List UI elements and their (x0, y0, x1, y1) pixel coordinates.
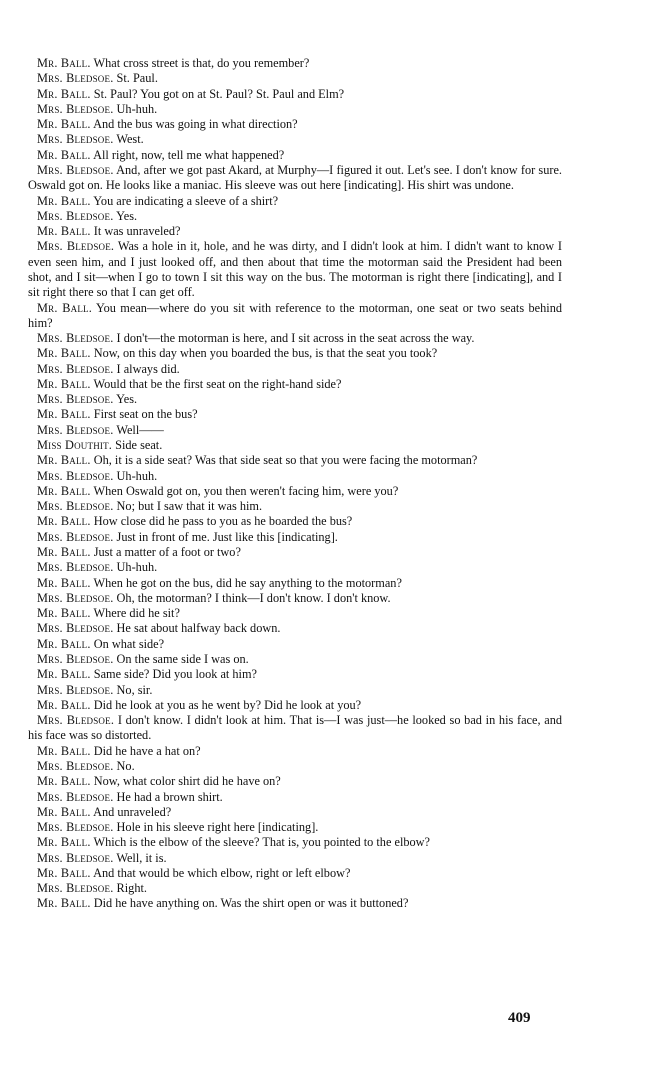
testimony-line (28, 71, 562, 86)
statement-text: Same side? Did you look at him? (93, 667, 257, 682)
testimony-line (28, 117, 562, 132)
testimony-line (28, 851, 562, 866)
statement-text: Where did he sit? (93, 606, 180, 621)
testimony-line (28, 866, 562, 881)
statement-text: Side seat. (115, 438, 163, 453)
testimony-line (28, 790, 562, 805)
speaker-name: Mrs. Bledsoe. (37, 590, 114, 605)
statement-text: I don't know. I didn't look at him. That is—I was just—he looked so bad in his face, and his face was so distorted. (28, 713, 562, 743)
testimony-line (28, 438, 562, 453)
statement-text: Oh, the motorman? I think—I don't know. I don't know. (116, 590, 391, 605)
speaker-name: Mr. Ball. (37, 346, 91, 361)
statement-text: And, after we got past Akard, at Murphy—I figured it out. Let's see. I don't know for sure. Oswald got on. He looks like a maniac. His sleeve was out here [indicating]. His shirt was undone. (28, 162, 562, 193)
statement-text: You mean—where do you sit with reference to the motorman, one seat or two seats behind him? (28, 300, 562, 330)
statement-text: He had a brown shirt. (116, 789, 223, 804)
testimony-line (28, 759, 562, 774)
testimony-line (28, 163, 562, 194)
page-number: 409 (508, 1010, 531, 1026)
speaker-name: Mr. Ball. (37, 193, 91, 208)
speaker-name: Mr. Ball. (37, 483, 91, 498)
testimony-line (28, 87, 562, 102)
speaker-name: Mr. Ball. (37, 865, 91, 880)
speaker-name: Mr. Ball. (37, 774, 91, 789)
statement-text: On the same side I was on. (116, 651, 249, 666)
speaker-name: Mr. Ball. (37, 86, 91, 101)
testimony-line (28, 774, 562, 789)
statement-text: What cross street is that, do you remember? (93, 56, 310, 70)
statement-text: Uh-huh. (116, 101, 158, 116)
testimony-line (28, 301, 562, 332)
speaker-name: Mr. Ball. (37, 804, 91, 819)
testimony-line (28, 331, 562, 346)
speaker-name: Miss Douthit. (37, 438, 113, 453)
speaker-name: Mrs. Bledsoe. (37, 132, 114, 147)
statement-text: Oh, it is a side seat? Was that side seat so that you were facing the motorman? (93, 453, 478, 468)
speaker-name: Mr. Ball. (37, 147, 91, 162)
speaker-name: Mr. Ball. (37, 636, 91, 651)
speaker-name: Mrs. Bledsoe. (37, 789, 114, 804)
speaker-name: Mr. Ball. (37, 835, 91, 850)
testimony-line (28, 621, 562, 636)
statement-text: First seat on the bus? (93, 407, 198, 422)
speaker-name: Mr. Ball. (37, 667, 91, 682)
statement-text: On what side? (93, 636, 165, 651)
speaker-name: Mr. Ball. (37, 743, 91, 758)
speaker-name: Mrs. Bledsoe. (37, 361, 114, 376)
testimony-line (28, 591, 562, 606)
statement-text: No. (116, 758, 135, 773)
statement-text: When Oswald got on, you then weren't facing him, were you? (93, 483, 399, 498)
statement-text: Yes. (116, 208, 138, 223)
speaker-name: Mrs. Bledsoe. (37, 621, 114, 636)
speaker-name: Mr. Ball. (37, 575, 91, 590)
testimony-line (28, 637, 562, 652)
testimony-line (28, 606, 562, 621)
testimony-line (28, 835, 562, 850)
statement-text: Just in front of me. Just like this [indicating]. (116, 529, 338, 544)
testimony-line (28, 392, 562, 407)
speaker-name: Mrs. Bledsoe. (37, 208, 114, 223)
testimony-line (28, 683, 562, 698)
statement-text: I don't—the motorman is here, and I sit across in the seat across the way. (116, 331, 475, 346)
testimony-line (28, 362, 562, 377)
testimony-line (28, 881, 562, 896)
speaker-name: Mr. Ball. (37, 606, 91, 621)
testimony-line (28, 132, 562, 147)
statement-text: Did he have a hat on? (93, 743, 201, 758)
speaker-name: Mr. Ball. (37, 376, 91, 391)
statement-text: St. Paul? You got on at St. Paul? St. Paul and Elm? (93, 86, 345, 101)
testimony-line (28, 148, 562, 163)
statement-text: Which is the elbow of the sleeve? That is, you pointed to the elbow? (93, 835, 430, 850)
speaker-name: Mrs. Bledsoe. (37, 529, 114, 544)
testimony-line (28, 576, 562, 591)
speaker-name: Mrs. Bledsoe. (37, 682, 114, 697)
statement-text: Now, what color shirt did he have on? (93, 774, 281, 789)
statement-text: When he got on the bus, did he say anything to the motorman? (93, 575, 402, 590)
testimony-line (28, 407, 562, 422)
statement-text: West. (116, 132, 144, 147)
speaker-name: Mrs. Bledsoe. (37, 71, 114, 86)
testimony-line (28, 224, 562, 239)
testimony-line (28, 820, 562, 835)
speaker-name: Mrs. Bledsoe. (37, 162, 114, 177)
statement-text: Yes. (116, 392, 138, 407)
speaker-name: Mr. Ball. (37, 453, 91, 468)
testimony-line (28, 239, 562, 300)
statement-text: Was a hole in it, hole, and he was dirty, and I didn't look at him. I didn't want to know I even seen him, and I just looked off, and then about that time the motorman said the President had been shot, and I sit—when I go to town I sit this way on the bus. The motorman is right there [indicating], and I sit right there so that I can get off. (28, 239, 562, 300)
statement-text: Did he look at you as he went by? Did he look at you? (93, 697, 362, 712)
statement-text: Hole in his sleeve right here [indicating]. (116, 820, 319, 835)
transcript-page (28, 56, 562, 912)
statement-text: And unraveled? (93, 804, 172, 819)
speaker-name: Mrs. Bledsoe. (37, 758, 114, 773)
statement-text: No; but I saw that it was him. (116, 499, 263, 514)
speaker-name: Mrs. Bledsoe. (37, 820, 114, 835)
testimony-line (28, 560, 562, 575)
statement-text: No, sir. (116, 682, 153, 697)
speaker-name: Mr. Ball. (37, 56, 91, 70)
speaker-name: Mrs. Bledsoe. (37, 651, 114, 666)
statement-text: You are indicating a sleeve of a shirt? (93, 193, 279, 208)
speaker-name: Mrs. Bledsoe. (37, 560, 114, 575)
statement-text: St. Paul. (116, 71, 158, 86)
testimony-line (28, 713, 562, 744)
speaker-name: Mr. Ball. (37, 117, 91, 132)
testimony-line (28, 805, 562, 820)
testimony-line (28, 698, 562, 713)
speaker-name: Mrs. Bledsoe. (37, 239, 115, 254)
testimony-line (28, 667, 562, 682)
testimony-line (28, 744, 562, 759)
statement-text: He sat about halfway back down. (116, 621, 281, 636)
testimony-line (28, 530, 562, 545)
speaker-name: Mr. Ball. (37, 896, 91, 911)
statement-text: All right, now, tell me what happened? (93, 147, 285, 162)
statement-text: Now, on this day when you boarded the bus, is that the seat you took? (93, 346, 438, 361)
speaker-name: Mr. Ball. (37, 545, 91, 559)
statement-text: It was unraveled? (93, 224, 181, 239)
statement-text: And the bus was going in what direction? (93, 117, 298, 132)
speaker-name: Mrs. Bledsoe. (37, 881, 114, 896)
testimony-line (28, 209, 562, 224)
statement-text: Uh-huh. (116, 560, 158, 575)
statement-text: How close did he pass to you as he boarded the bus? (93, 514, 353, 529)
speaker-name: Mr. Ball. (37, 300, 92, 315)
statement-text: And that would be which elbow, right or left elbow? (93, 865, 351, 880)
testimony-line (28, 102, 562, 117)
statement-text: Uh-huh. (116, 468, 158, 483)
testimony-line (28, 194, 562, 209)
speaker-name: Mr. Ball. (37, 224, 91, 239)
testimony-line (28, 514, 562, 529)
speaker-name: Mrs. Bledsoe. (37, 713, 115, 728)
statement-text: Did he have anything on. Was the shirt open or was it buttoned? (93, 896, 409, 911)
testimony-line (28, 56, 562, 71)
statement-text: Just a matter of a foot or two? (93, 545, 241, 559)
testimony-line (28, 469, 562, 484)
testimony-line (28, 896, 562, 911)
speaker-name: Mrs. Bledsoe. (37, 422, 114, 437)
speaker-name: Mrs. Bledsoe. (37, 392, 114, 407)
testimony-line (28, 453, 562, 468)
statement-text: Well, it is. (116, 850, 167, 865)
statement-text: Well—— (116, 422, 164, 437)
speaker-name: Mrs. Bledsoe. (37, 850, 114, 865)
speaker-name: Mr. Ball. (37, 514, 91, 529)
statement-text: I always did. (116, 361, 180, 376)
speaker-name: Mrs. Bledsoe. (37, 499, 114, 514)
testimony-line (28, 423, 562, 438)
speaker-name: Mr. Ball. (37, 407, 91, 422)
statement-text: Would that be the first seat on the right-hand side? (93, 376, 342, 391)
testimony-line (28, 652, 562, 667)
speaker-name: Mr. Ball. (37, 697, 91, 712)
speaker-name: Mrs. Bledsoe. (37, 468, 114, 483)
speaker-name: Mrs. Bledsoe. (37, 101, 114, 116)
testimony-line (28, 377, 562, 392)
testimony-line (28, 346, 562, 361)
testimony-line (28, 499, 562, 514)
speaker-name: Mrs. Bledsoe. (37, 331, 114, 346)
testimony-line (28, 484, 562, 499)
testimony-line (28, 545, 562, 560)
statement-text: Right. (116, 881, 147, 896)
